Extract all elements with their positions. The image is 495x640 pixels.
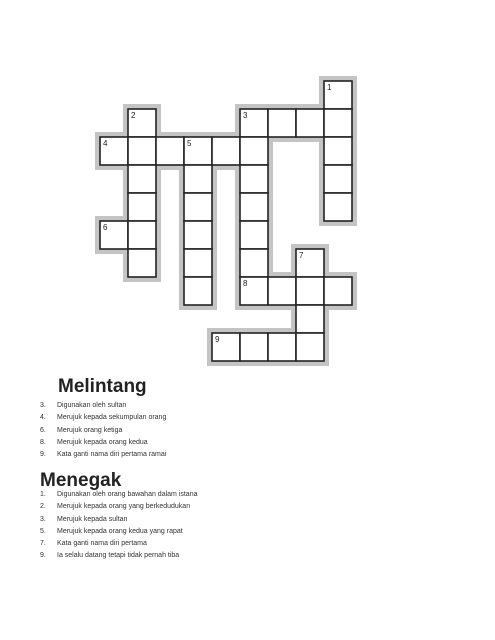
crossword-cell[interactable] bbox=[184, 193, 212, 221]
clue-number: 1. bbox=[40, 491, 46, 498]
clue-text: Digunakan oleh sultan bbox=[57, 402, 127, 409]
clue-item bbox=[40, 514, 198, 526]
down-clue-list bbox=[40, 489, 198, 563]
clue-text: Merujuk kepada sultan bbox=[57, 515, 128, 523]
cell-number: 7 bbox=[299, 251, 304, 260]
crossword-cell[interactable] bbox=[240, 249, 268, 277]
clue-number: 9. bbox=[40, 451, 46, 459]
crossword-cell[interactable] bbox=[212, 137, 240, 165]
clue-item bbox=[40, 412, 166, 424]
clue-number: 4. bbox=[40, 414, 46, 422]
clue-text: Merujuk kepada orang yang berkedudukan bbox=[57, 503, 191, 511]
crossword-cell[interactable] bbox=[240, 165, 268, 193]
crossword-cell[interactable] bbox=[240, 333, 268, 361]
crossword-cell[interactable] bbox=[268, 333, 296, 361]
crossword-cell[interactable] bbox=[296, 305, 324, 333]
clue-text: Kata ganti nama diri pertama ramai bbox=[57, 451, 167, 459]
clue-text: Kata ganti nama diri pertama bbox=[57, 540, 147, 548]
crossword-cell[interactable] bbox=[324, 137, 352, 165]
clue-number: 3. bbox=[40, 402, 46, 409]
cell-number: 5 bbox=[187, 139, 192, 148]
clue-number: 9. bbox=[40, 552, 46, 560]
clue-item bbox=[40, 449, 166, 461]
crossword-cell[interactable] bbox=[128, 137, 156, 165]
cell-number: 2 bbox=[131, 111, 136, 120]
clue-text: Merujuk kepada sekumpulan orang bbox=[57, 414, 167, 422]
cell-number: 6 bbox=[103, 223, 108, 232]
crossword-cell[interactable] bbox=[268, 277, 296, 305]
crossword-cell[interactable] bbox=[128, 193, 156, 221]
clue-item bbox=[40, 526, 198, 538]
crossword-cell[interactable] bbox=[296, 333, 324, 361]
down-heading: Menegak bbox=[40, 470, 122, 491]
crossword-cell[interactable] bbox=[324, 165, 352, 193]
crossword-cell[interactable] bbox=[240, 221, 268, 249]
clue-item bbox=[40, 489, 198, 501]
crossword-cell[interactable] bbox=[296, 277, 324, 305]
clue-text: Merujuk kepada orang kedua bbox=[57, 438, 148, 446]
clue-text: Merujuk orang ketiga bbox=[57, 426, 123, 434]
crossword-cell[interactable] bbox=[324, 109, 352, 137]
crossword-cell[interactable] bbox=[240, 193, 268, 221]
clue-number: 2. bbox=[40, 503, 46, 511]
cell-number: 3 bbox=[243, 111, 248, 120]
clue-item bbox=[40, 400, 166, 412]
clue-number: 7. bbox=[40, 540, 46, 548]
cell-number: 9 bbox=[215, 335, 220, 344]
crossword-cell[interactable] bbox=[184, 221, 212, 249]
clue-number: 5. bbox=[40, 527, 46, 535]
clue-item bbox=[40, 437, 166, 449]
clue-text: Ia selalu datang tetapi tidak pernah tiba bbox=[57, 552, 180, 560]
clue-item bbox=[40, 501, 198, 513]
crossword-cell[interactable] bbox=[184, 165, 212, 193]
clue-text: Digunakan oleh orang bawahan dalam istana bbox=[57, 491, 198, 498]
crossword-cell[interactable] bbox=[324, 277, 352, 305]
crossword-cell[interactable] bbox=[184, 249, 212, 277]
cell-number: 8 bbox=[243, 279, 248, 288]
clue-number: 8. bbox=[40, 438, 46, 446]
crossword-cell[interactable] bbox=[128, 249, 156, 277]
crossword-cell[interactable] bbox=[324, 193, 352, 221]
crossword-cell[interactable] bbox=[240, 137, 268, 165]
clue-number: 6. bbox=[40, 426, 46, 434]
crossword-cell[interactable] bbox=[296, 109, 324, 137]
across-clue-list bbox=[40, 400, 166, 461]
crossword-cell[interactable] bbox=[128, 221, 156, 249]
cell-number: 1 bbox=[327, 83, 332, 92]
clue-item bbox=[40, 425, 166, 437]
clue-item bbox=[40, 538, 198, 550]
crossword-cell[interactable] bbox=[156, 137, 184, 165]
clue-item bbox=[40, 550, 198, 562]
grid-cells bbox=[100, 81, 352, 361]
crossword-cell[interactable] bbox=[268, 109, 296, 137]
crossword-cell[interactable] bbox=[128, 165, 156, 193]
clue-number: 3. bbox=[40, 515, 46, 523]
crossword-cell[interactable] bbox=[184, 277, 212, 305]
cell-number: 4 bbox=[103, 139, 108, 148]
clue-text: Merujuk kepada orang kedua yang rapat bbox=[57, 527, 183, 535]
across-heading: Melintang bbox=[58, 376, 147, 397]
